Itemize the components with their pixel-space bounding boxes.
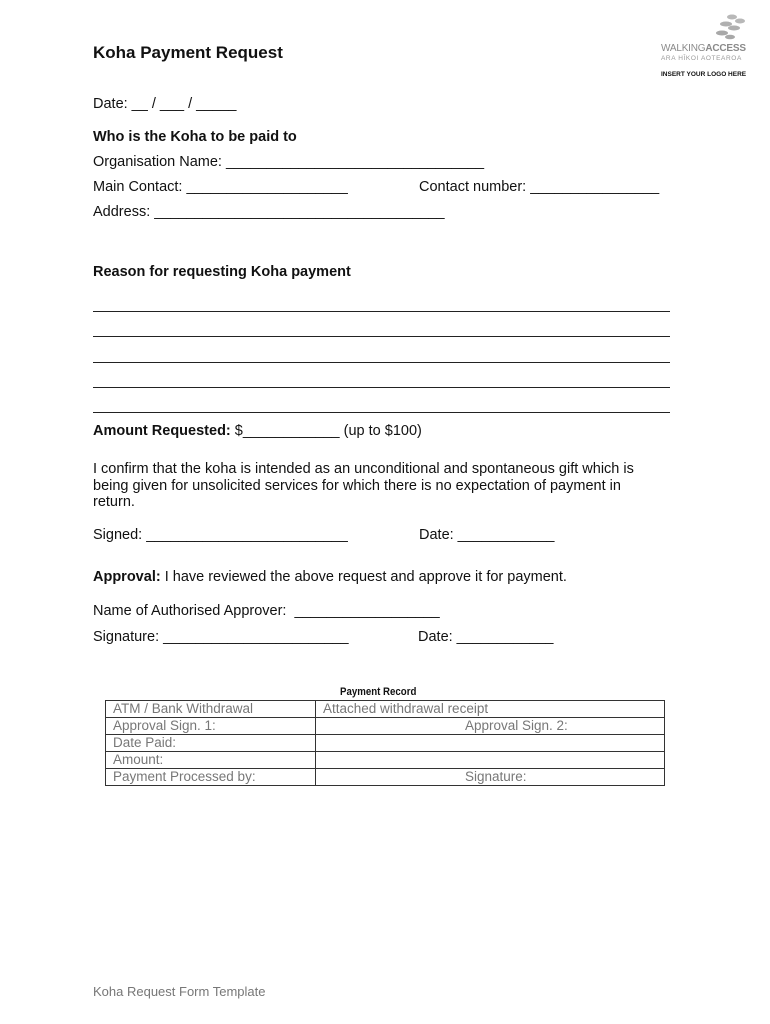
logo-placeholder-text: INSERT YOUR LOGO HERE [661,71,747,78]
amount-label: Amount Requested: [93,423,231,439]
payment-record-table [105,700,665,786]
amount-value: $____________ (up to $100) [230,423,422,439]
page-title: Koha Payment Request [93,43,283,62]
approval-statement [93,569,567,585]
approval-label: Approval: [93,569,161,585]
reason-line[interactable] [93,412,670,413]
table-cell-label: Signature: [465,769,527,784]
table-cell[interactable] [316,752,665,769]
contact-number-field[interactable]: Contact number: ________________ [419,179,660,195]
amount-requested[interactable] [93,423,422,439]
table-row [106,752,665,769]
main-contact-field[interactable]: Main Contact: ____________________ [93,179,348,195]
table-row [106,718,665,735]
address-field[interactable]: Address: ____________________________________ [93,204,445,220]
organisation-name-field[interactable]: Organisation Name: ________________________________ [93,154,485,170]
table-cell[interactable]: Amount: [106,752,316,769]
reason-heading: Reason for requesting Koha payment [93,264,351,280]
approver-signature-field[interactable]: Signature: _______________________ [93,629,349,645]
logo-dots-icon [700,12,750,44]
reason-line[interactable] [93,387,670,388]
table-cell[interactable] [316,769,665,786]
page-footer: Koha Request Form Template [93,984,266,999]
logo-subtitle: ARA HĪKOI AOTEAROA [661,55,742,62]
payee-heading: Who is the Koha to be paid to [93,129,297,145]
table-row [106,735,665,752]
confirmation-line: being given for unsolicited services for which there is no expectation of payment in [93,478,621,494]
logo-brand [661,43,746,54]
reason-line[interactable] [93,311,670,312]
confirmation-line: I confirm that the koha is intended as an unconditional and spontaneous gift which is [93,461,634,477]
confirmation-line: return. [93,494,135,510]
approver-name-field[interactable]: Name of Authorised Approver: __________________ [93,603,440,619]
approval-text: I have reviewed the above request and approve it for payment. [160,569,567,585]
payment-record-title: Payment Record [340,686,417,698]
reason-line[interactable] [93,336,670,337]
logo-brand-bold: ACCESS [705,43,746,54]
table-cell-label: Approval Sign. 2: [465,718,568,733]
date-field[interactable]: Date: __ / ___ / _____ [93,96,237,112]
table-cell[interactable]: Date Paid: [106,735,316,752]
table-cell[interactable]: ATM / Bank Withdrawal [106,701,316,718]
table-cell[interactable] [316,718,665,735]
table-cell[interactable]: Approval Sign. 1: [106,718,316,735]
signed-date-field[interactable]: Date: ____________ [419,527,555,543]
table-row [106,701,665,718]
reason-line[interactable] [93,362,670,363]
signed-field[interactable]: Signed: _________________________ [93,527,348,543]
logo [640,12,760,82]
table-cell[interactable]: Payment Processed by: [106,769,316,786]
table-cell[interactable] [316,735,665,752]
table-row [106,769,665,786]
table-cell[interactable]: Attached withdrawal receipt [316,701,665,718]
logo-brand-light: WALKING [661,43,706,54]
approver-date-field[interactable]: Date: ____________ [418,629,554,645]
